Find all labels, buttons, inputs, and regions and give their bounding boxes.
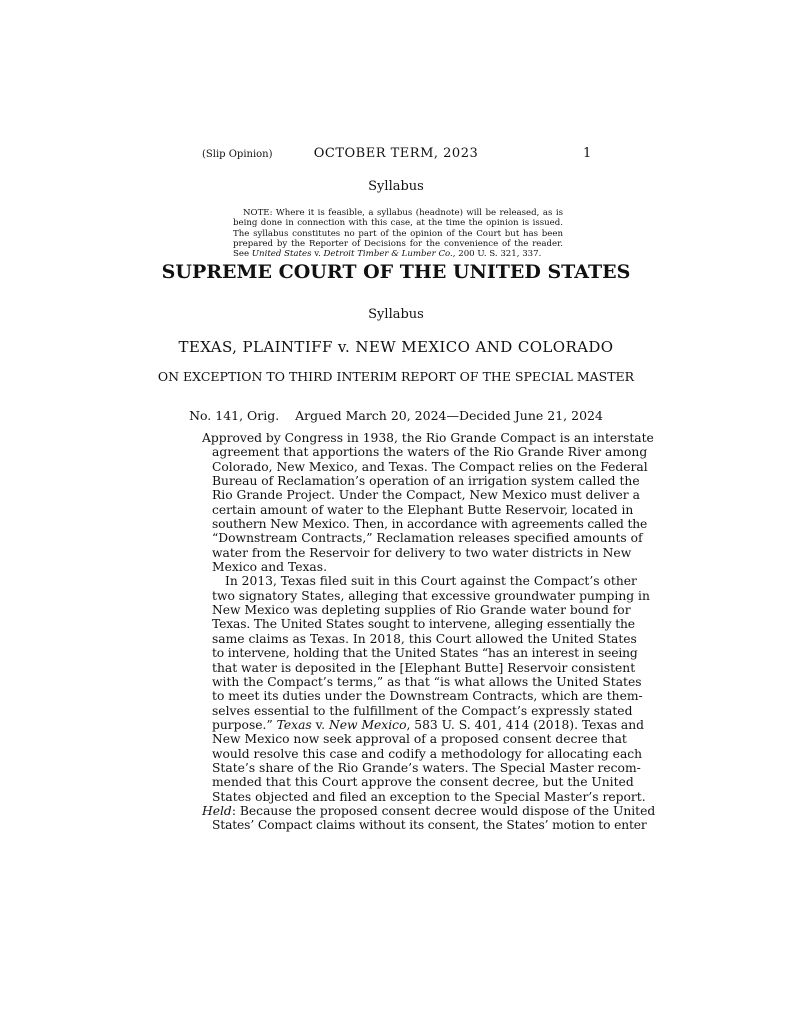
body-line: In 2013, Texas filed suit in this Court against the Compact’s other bbox=[225, 574, 637, 589]
body-line: same claims as Texas. In 2018, this Court allowed the United States bbox=[212, 631, 637, 646]
body-line: with the Compact’s terms,” as that “is what allows the United States bbox=[212, 674, 642, 689]
syllabus-label: Syllabus bbox=[368, 307, 424, 322]
syllabus-body bbox=[202, 431, 656, 833]
body-line: States’ Compact claims without its consent, the States’ motion to enter bbox=[212, 818, 647, 833]
note-line: prepared by the Reporter of Decisions for the convenience of the reader. bbox=[233, 238, 563, 249]
page-number: 1 bbox=[583, 146, 592, 161]
body-line: Approved by Congress in 1938, the Rio Grande Compact is an interstate bbox=[202, 431, 654, 445]
body-line: purpose.” Texas v. New Mexico, 583 U. S. 401, 414 (2018). Texas and bbox=[212, 717, 645, 732]
note-line: The syllabus constitutes no part of the opinion of the Court but has been bbox=[233, 228, 563, 239]
body-line: to meet its duties under the Downstream Contracts, which are them- bbox=[212, 689, 643, 704]
note-line: being done in connection with this case, at the time the opinion is issued. bbox=[233, 218, 563, 229]
body-line: agreement that apportions the waters of the Rio Grande River among bbox=[212, 445, 648, 460]
slip-opinion-label: (Slip Opinion) bbox=[202, 149, 273, 160]
body-line: States objected and filed an exception to the Special Master’s report. bbox=[212, 789, 646, 804]
held-line: Held: Because the proposed consent decree would dispose of the United bbox=[202, 803, 656, 818]
body-line: water from the Reservoir for delivery to two water districts in New bbox=[212, 545, 632, 560]
body-line: “Downstream Contracts,” Reclamation releases specified amounts of bbox=[212, 531, 643, 546]
body-line: certain amount of water to the Elephant Butte Reservoir, located in bbox=[212, 502, 634, 517]
body-line: State’s share of the Rio Grande’s waters. The Special Master recom- bbox=[212, 760, 641, 775]
reporter-note bbox=[233, 208, 563, 259]
body-line: Colorado, New Mexico, and Texas. The Compact relies on the Federal bbox=[212, 459, 648, 474]
body-line: Texas. The United States sought to intervene, alleging essentially the bbox=[212, 617, 635, 632]
body-line: to intervene, holding that the United States “has an interest in seeing bbox=[212, 646, 638, 661]
syllabus-header: Syllabus bbox=[368, 179, 424, 194]
court-title: SUPREME COURT OF THE UNITED STATES bbox=[161, 261, 631, 283]
docket-line: No. 141, Orig. Argued March 20, 2024—Decided June 21, 2024 bbox=[189, 408, 603, 423]
note-line: See United States v. Detroit Timber & Lumber Co., 200 U. S. 321, 337. bbox=[233, 249, 542, 260]
case-title: TEXAS, PLAINTIFF v. NEW MEXICO AND COLORADO bbox=[178, 338, 614, 356]
body-line: two signatory States, alleging that excessive groundwater pumping in bbox=[212, 588, 650, 603]
body-line: selves essential to the fulfillment of the Compact’s expressly stated bbox=[212, 703, 633, 718]
body-line: Bureau of Reclamation’s operation of an irrigation system called the bbox=[212, 474, 640, 489]
body-line: would resolve this case and codify a methodology for allocating each bbox=[212, 746, 643, 761]
note-line: NOTE: Where it is feasible, a syllabus (headnote) will be released, as is bbox=[243, 208, 563, 218]
exception-heading: ON EXCEPTION TO THIRD INTERIM REPORT OF THE SPECIAL MASTER bbox=[157, 369, 635, 384]
body-line: mended that this Court approve the consent decree, but the United bbox=[212, 775, 634, 790]
body-line: that water is deposited in the [Elephant Butte] Reservoir consistent bbox=[212, 660, 636, 675]
body-line: Rio Grande Project. Under the Compact, New Mexico must deliver a bbox=[212, 488, 640, 503]
body-line: New Mexico now seek approval of a proposed consent decree that bbox=[212, 732, 627, 747]
body-line: southern New Mexico. Then, in accordance with agreements called the bbox=[212, 517, 648, 532]
body-line: New Mexico was depleting supplies of Rio Grande water bound for bbox=[212, 603, 631, 618]
body-line: Mexico and Texas. bbox=[212, 560, 327, 575]
term-heading: OCTOBER TERM, 2023 bbox=[313, 146, 479, 161]
